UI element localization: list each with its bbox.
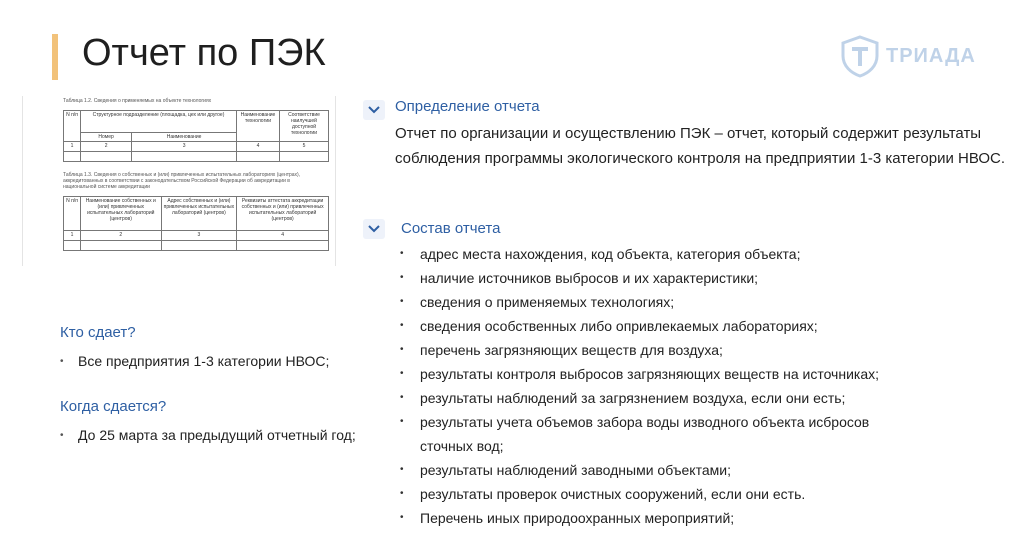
table2-caption: Таблица 1.3. Сведения о собственных и (или) привлеченных испытательных лабораториях (центрах), аккредитованных в соответствии с законодательством Российской Федерации об аккредитации в национальной системе аккредитации	[63, 172, 301, 190]
document-excerpt	[22, 96, 336, 266]
table1-number-cell: 5	[280, 142, 329, 152]
table2-number-cell: 3	[161, 231, 237, 241]
list-item: • адрес места нахождения, код объекта, категория объекта;	[400, 242, 920, 266]
list-item: • результаты наблюдений за загрязнением воздуха, если они есть;	[400, 386, 920, 410]
who-item-text: Все предприятия 1-3 категории НВОС;	[78, 353, 330, 369]
who-heading: Кто сдает?	[60, 324, 136, 341]
bullet-icon: •	[400, 344, 404, 355]
table2-header-cell: Наименование собственных и (или) привлеченных испытательных лабораторий (центров)	[81, 197, 162, 231]
table1-number-cell: 4	[237, 142, 280, 152]
bullet-icon: •	[60, 430, 64, 441]
table1-number-cell: 1	[64, 142, 81, 152]
list-item: • результаты наблюдений заводными объектами;	[400, 458, 920, 482]
bullet-icon: •	[400, 512, 404, 523]
page-title: Отчет по ПЭК	[82, 32, 326, 74]
when-item	[60, 427, 356, 445]
title-accent-bar	[52, 34, 58, 80]
bullet-icon: •	[400, 368, 404, 379]
list-item: • сведения о применяемых технологиях;	[400, 290, 920, 314]
composition-heading: Состав отчета	[401, 220, 501, 237]
table1-subheader-cell: Наименование	[132, 133, 237, 142]
bullet-icon: •	[400, 320, 404, 331]
table1-number-cell: 3	[132, 142, 237, 152]
list-item: • сведения особственных либо опривлекаемых лабораториях;	[400, 314, 920, 338]
list-item: • результаты проверок очистных сооружений, если они есть.	[400, 482, 920, 506]
table2-header-cell: Реквизиты аттестата аккредитации собственных и (или) привлеченных испытательных лабораторий (центров)	[237, 197, 329, 231]
bullet-icon: •	[400, 416, 404, 427]
list-item: • результаты учета объемов забора воды изводного объекта исбросов сточных вод;	[400, 410, 920, 458]
bullet-icon: •	[400, 488, 404, 499]
composition-list	[400, 242, 920, 530]
table1	[63, 110, 329, 162]
table1-header-cell: Наименование технологии	[237, 111, 280, 142]
table1-number-cell: 2	[81, 142, 132, 152]
bullet-icon: •	[400, 248, 404, 259]
bullet-icon: •	[400, 392, 404, 403]
when-heading: Когда сдается?	[60, 398, 167, 415]
list-item: • наличие источников выбросов и их характеристики;	[400, 266, 920, 290]
definition-chevron-icon[interactable]	[363, 100, 385, 120]
bullet-icon: •	[400, 464, 404, 475]
bullet-icon: •	[60, 356, 64, 367]
who-item	[60, 353, 329, 371]
table1-subheader-cell: Номер	[81, 133, 132, 142]
list-item: • Перечень иных природоохранных мероприятий;	[400, 506, 920, 530]
chevron-down-icon	[368, 225, 380, 233]
bullet-icon: •	[400, 272, 404, 283]
table2-header-cell: Адрес собственных и (или) привлеченных испытательных лабораторий (центров)	[161, 197, 237, 231]
table1-header-cell: N п/п	[64, 111, 81, 142]
shield-icon	[838, 34, 882, 78]
table1-caption: Таблица 1.2. Сведения о применяемых на объекте технологиях	[63, 98, 212, 104]
table2-number-cell: 1	[64, 231, 81, 241]
bullet-icon: •	[400, 296, 404, 307]
table2	[63, 196, 329, 251]
list-item: • результаты контроля выбросов загрязняющих веществ на источниках;	[400, 362, 920, 386]
definition-text: Отчет по организации и осуществлению ПЭК – отчет, который содержит результаты соблюдения программы экологического контроля на предприятии 1-3 категории НВОС.	[395, 125, 1006, 167]
composition-chevron-icon[interactable]	[363, 219, 385, 239]
table2-header-cell: N п/п	[64, 197, 81, 231]
list-item: • перечень загрязняющих веществ для воздуха;	[400, 338, 920, 362]
when-item-text: До 25 марта за предыдущий отчетный год;	[78, 427, 356, 443]
logo-text: ТРИАДА	[886, 44, 976, 67]
table1-header-cell: Структурное подразделение (площадка, цех или другое)	[81, 111, 237, 133]
table2-number-cell: 4	[237, 231, 329, 241]
table1-header-cell: Соответствие наилучшей доступной технологии	[280, 111, 329, 142]
company-logo	[838, 34, 976, 78]
table2-number-cell: 2	[81, 231, 162, 241]
chevron-down-icon	[368, 106, 380, 114]
definition-heading: Определение отчета	[395, 98, 540, 115]
